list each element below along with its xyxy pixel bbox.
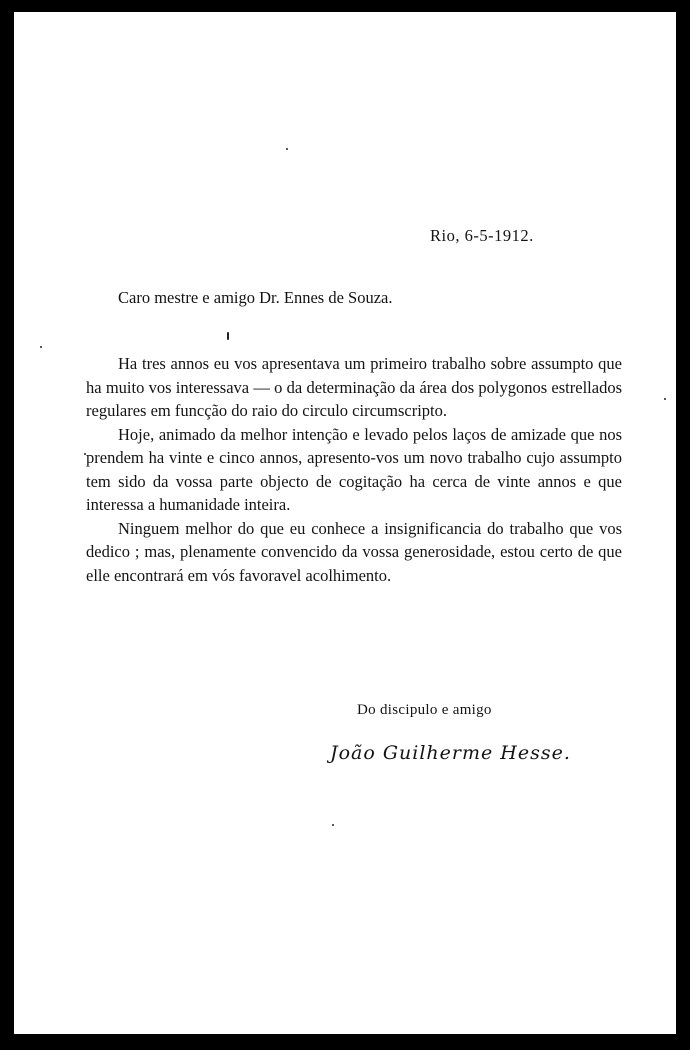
letter-paragraph: Ninguem melhor do que eu conhece a insignificancia do trabalho que vos dedico ; mas, plenamente convencido da vossa generosidade, estou certo de que elle encontrará em vós favoravel acolhimento.: [86, 518, 622, 585]
scan-speck: [84, 453, 86, 455]
letter-paragraph: Hoje, animado da melhor intenção e levado pelos laços de amizade que nos prendem ha vinte e cinco annos, apresento-vos um novo trabalho cujo assumpto tem sido da vossa parte objecto de cogitação ha cerca de vinte annos e que interessa a humanidade inteira.: [86, 424, 622, 514]
letter-salutation: Caro mestre e amigo Dr. Ennes de Souza.: [118, 288, 393, 307]
handwritten-signature: João Guilherme Hesse.: [330, 742, 571, 764]
scan-speck: [286, 148, 288, 150]
letter-page: [14, 12, 676, 1034]
letter-body: [86, 352, 622, 587]
scan-speck: [40, 346, 42, 348]
letter-date: Rio, 6-5-1912.: [430, 226, 534, 245]
scan-speck: [332, 824, 334, 826]
scan-speck: [227, 332, 229, 340]
letter-closing: Do discipulo e amigo: [357, 702, 492, 718]
scan-speck: [664, 398, 666, 400]
letter-paragraph: Ha tres annos eu vos apresentava um primeiro trabalho sobre assumpto que ha muito vos interessava — o da determinação da área dos polygonos estrellados regulares em funcção do raio do circulo circumscripto.: [86, 354, 622, 420]
